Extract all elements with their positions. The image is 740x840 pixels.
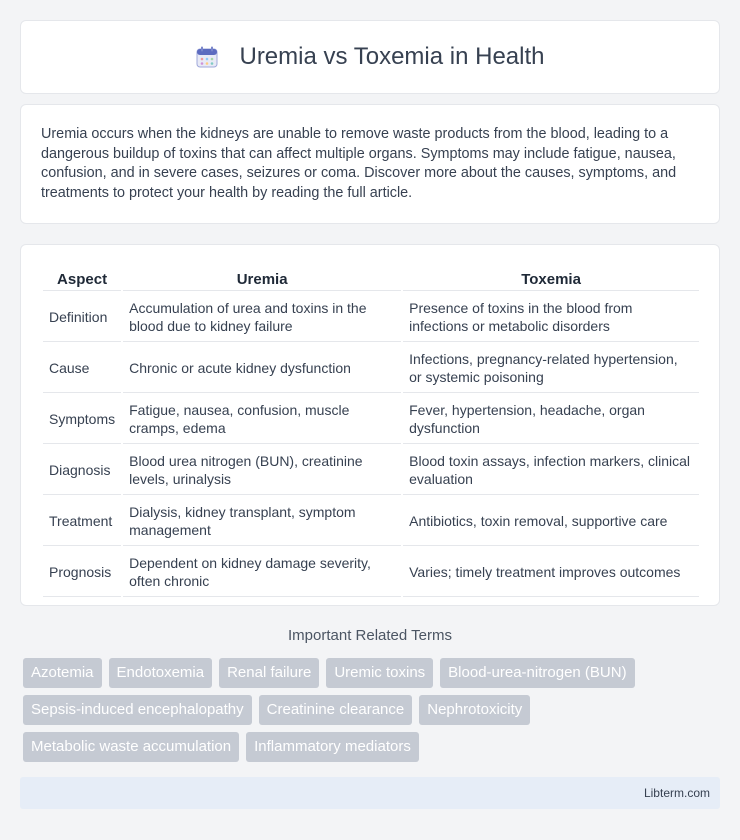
row-toxemia: Fever, hypertension, headache, organ dysfunction — [403, 395, 699, 444]
row-aspect: Prognosis — [43, 548, 121, 597]
page-header — [20, 20, 720, 94]
table-row — [43, 395, 699, 444]
row-aspect: Definition — [43, 293, 121, 342]
table-row — [43, 293, 699, 342]
tag-endotoxemia[interactable]: Endotoxemia — [109, 658, 213, 688]
tag-metabolic-waste[interactable]: Metabolic waste accumulation — [23, 732, 239, 762]
tag-row — [23, 695, 723, 725]
row-uremia: Blood urea nitrogen (BUN), creatinine levels, urinalysis — [123, 446, 401, 495]
footer-site-link[interactable]: Libterm.com — [643, 786, 710, 800]
table-row — [43, 497, 699, 546]
row-uremia: Fatigue, nausea, confusion, muscle cramps, edema — [123, 395, 401, 444]
tag-bun[interactable]: Blood-urea-nitrogen (BUN) — [440, 658, 634, 688]
footer — [20, 777, 720, 809]
page-title: Uremia vs Toxemia in Health — [239, 43, 545, 70]
tag-renal-failure[interactable]: Renal failure — [219, 658, 319, 688]
table-row — [43, 344, 699, 393]
tag-azotemia[interactable]: Azotemia — [23, 658, 102, 688]
comparison-card — [20, 244, 720, 606]
row-aspect: Treatment — [43, 497, 121, 546]
row-uremia: Accumulation of urea and toxins in the blood due to kidney failure — [123, 293, 401, 342]
header-uremia: Uremia — [123, 267, 401, 291]
header-toxemia: Toxemia — [403, 267, 699, 291]
row-toxemia: Presence of toxins in the blood from infections or metabolic disorders — [403, 293, 699, 342]
table-row — [43, 446, 699, 495]
header-aspect: Aspect — [43, 267, 121, 291]
row-aspect: Diagnosis — [43, 446, 121, 495]
row-aspect: Symptoms — [43, 395, 121, 444]
row-toxemia: Blood toxin assays, infection markers, clinical evaluation — [403, 446, 699, 495]
row-uremia: Chronic or acute kidney dysfunction — [123, 344, 401, 393]
tag-sepsis-encephalopathy[interactable]: Sepsis-induced encephalopathy — [23, 695, 252, 725]
row-aspect: Cause — [43, 344, 121, 393]
tag-row — [23, 658, 723, 688]
related-terms-title: Important Related Terms — [288, 627, 452, 644]
intro-text: Uremia occurs when the kidneys are unable to remove waste products from the blood, leading to a dangerous buildup of toxins that can affect multiple organs. Symptoms may include fatigue, nausea, confusion, and in severe cases, seizures or coma. Discover more about the causes, symptoms, and treatments to protect your health by reading the full article. — [41, 126, 677, 201]
comparison-table — [41, 265, 701, 599]
calendar-icon — [195, 45, 219, 69]
intro-card — [20, 104, 720, 224]
row-toxemia: Antibiotics, toxin removal, supportive care — [403, 497, 699, 546]
tag-inflammatory-mediators[interactable]: Inflammatory mediators — [246, 732, 419, 762]
row-toxemia: Varies; timely treatment improves outcomes — [403, 548, 699, 597]
table-row — [43, 548, 699, 597]
tag-nephrotoxicity[interactable]: Nephrotoxicity — [419, 695, 530, 725]
tag-row — [23, 732, 723, 762]
related-terms — [23, 658, 723, 769]
row-toxemia: Infections, pregnancy-related hypertension, or systemic poisoning — [403, 344, 699, 393]
tag-creatinine-clearance[interactable]: Creatinine clearance — [259, 695, 413, 725]
tag-uremic-toxins[interactable]: Uremic toxins — [326, 658, 433, 688]
row-uremia: Dependent on kidney damage severity, often chronic — [123, 548, 401, 597]
row-uremia: Dialysis, kidney transplant, symptom management — [123, 497, 401, 546]
table-header-row — [43, 267, 699, 291]
